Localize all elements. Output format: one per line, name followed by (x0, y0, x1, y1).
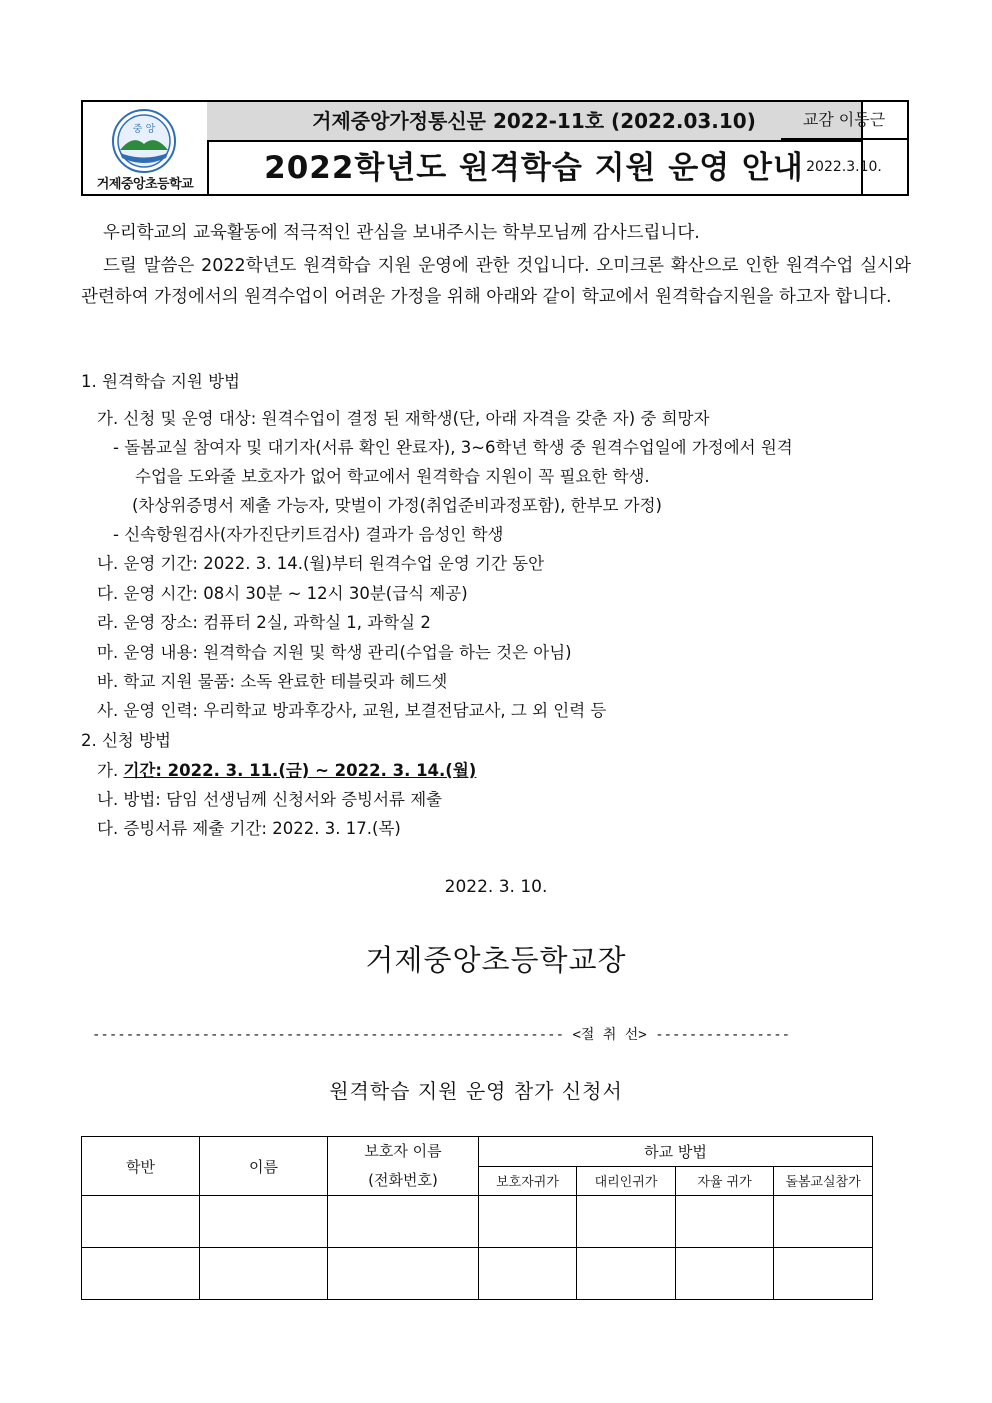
input-cell-self-return[interactable] (676, 1248, 774, 1300)
input-cell-guardian-pickup[interactable] (479, 1196, 577, 1248)
cut-label: <절 취 선> (572, 1027, 647, 1043)
input-cell-class[interactable] (82, 1248, 200, 1300)
school-logo-cell (83, 102, 209, 194)
input-cell-care-class[interactable] (774, 1196, 873, 1248)
table-row (82, 1196, 873, 1248)
section1-item-na: 나. 운영 기간: 2022. 3. 14.(월)부터 원격수업 운영 기간 동안 (97, 554, 545, 573)
sub-col-self-return: 자율 귀가 (676, 1166, 774, 1196)
input-cell-guardian[interactable] (328, 1248, 479, 1300)
section1-dash1-line1: - 돌봄교실 참여자 및 대기자(서류 확인 완료자), 3~6학년 학생 중 원격수업일에 가정에서 원격 (113, 438, 793, 457)
col-name-header: 이름 (200, 1137, 328, 1196)
author-cell: 교감 이동근 (781, 102, 907, 140)
sub-col-guardian-pickup: 보호자귀가 (479, 1166, 577, 1196)
application-form-title: 원격학습 지원 운영 참가 신청서 (329, 1079, 623, 1103)
sub-col-care-class: 돌봄교실참가 (774, 1166, 873, 1196)
principal-signature: 거제중앙초등학교장 (365, 943, 627, 977)
section1-item-ma: 마. 운영 내용: 원격학습 지원 및 학생 관리(수업을 하는 것은 아님) (97, 643, 572, 662)
input-cell-proxy-pickup[interactable] (577, 1248, 676, 1300)
section1-dash1-line2: 수업을 도와줄 보호자가 없어 학교에서 원격학습 지원이 꼭 필요한 학생. (135, 467, 650, 486)
newsletter-number: 거제중앙가정통신문 2022-11호 (2022.03.10) (207, 102, 863, 142)
col-method-header: 하교 방법 (479, 1137, 873, 1167)
application-form-table (81, 1136, 873, 1300)
section2-item-ga (97, 757, 476, 781)
input-cell-care-class[interactable] (774, 1248, 873, 1300)
section1-item-sa: 사. 운영 인력: 우리학교 방과후강사, 교원, 보결전담교사, 그 외 인력 등 (97, 701, 607, 720)
section2-item-na: 나. 방법: 담임 선생님께 신청서와 증빙서류 제출 (97, 790, 443, 809)
input-cell-guardian[interactable] (328, 1196, 479, 1248)
section2-heading: 2. 신청 방법 (81, 731, 171, 750)
input-cell-self-return[interactable] (676, 1196, 774, 1248)
guardian-name-label: 보호자 이름 (364, 1142, 442, 1160)
input-cell-name[interactable] (200, 1248, 328, 1300)
section1-heading: 1. 원격학습 지원 방법 (81, 372, 240, 391)
col-guardian-header (328, 1137, 479, 1196)
intro-paragraph-1: 우리학교의 교육활동에 적극적인 관심을 보내주시는 학부모님께 감사드립니다. (103, 223, 700, 243)
input-cell-guardian-pickup[interactable] (479, 1248, 577, 1300)
input-cell-class[interactable] (82, 1196, 200, 1248)
section1-item-da: 다. 운영 시간: 08시 30분 ~ 12시 30분(급식 제공) (97, 584, 468, 603)
cut-dashes-right: ---------------- (655, 1027, 791, 1043)
section2-ga-prefix: 가. (97, 761, 124, 780)
emblem-badge-text: 중 앙 (132, 124, 156, 135)
section1-item-ga: 가. 신청 및 운영 대상: 원격수업이 결정 된 재학생(단, 아래 자격을 갖춘 자) 중 희망자 (97, 409, 710, 428)
application-period: 기간: 2022. 3. 11.(금) ~ 2022. 3. 14.(월) (123, 761, 477, 780)
section1-item-ba: 바. 학교 지원 물품: 소독 완료한 테블릿과 헤드셋 (97, 672, 448, 691)
issue-date-cell: 2022.3.10. (806, 159, 882, 175)
school-name-label: 거제중앙초등학교 (96, 177, 194, 192)
table-row (82, 1248, 873, 1300)
cut-line (92, 1024, 862, 1044)
col-class-header: 학반 (82, 1137, 200, 1196)
guardian-phone-label: (전화번호) (368, 1171, 438, 1189)
page-title: 2022학년도 원격학습 지원 운영 안내 (207, 142, 863, 194)
sub-col-proxy-pickup: 대리인귀가 (577, 1166, 676, 1196)
section1-dash2: - 신속항원검사(자가진단키트검사) 결과가 음성인 학생 (113, 525, 504, 544)
school-emblem-icon (111, 108, 177, 174)
sign-date: 2022. 3. 10. (444, 877, 548, 897)
cut-dashes-left: -------------------------------------------------------- (92, 1027, 565, 1043)
section2-item-da: 다. 증빙서류 제출 기간: 2022. 3. 17.(목) (97, 819, 401, 838)
intro-paragraph-2: 드릴 말씀은 2022학년도 원격학습 지원 운영에 관한 것입니다. 오미크론 확산으로 인한 원격수업 실시와 관련하여 가정에서의 원격수업이 어려운 가정을 위해 아래와 같이 학교에서 원격학습지원을 하고자 합니다. (81, 256, 911, 307)
newsletter-header (81, 100, 909, 196)
section1-item-ra: 라. 운영 장소: 컴퓨터 2실, 과학실 1, 과학실 2 (97, 613, 431, 632)
input-cell-proxy-pickup[interactable] (577, 1196, 676, 1248)
input-cell-name[interactable] (200, 1196, 328, 1248)
section1-dash1-line3: (차상위증명서 제출 가능자, 맞벌이 가정(취업준비과정포함), 한부모 가정) (132, 496, 662, 515)
